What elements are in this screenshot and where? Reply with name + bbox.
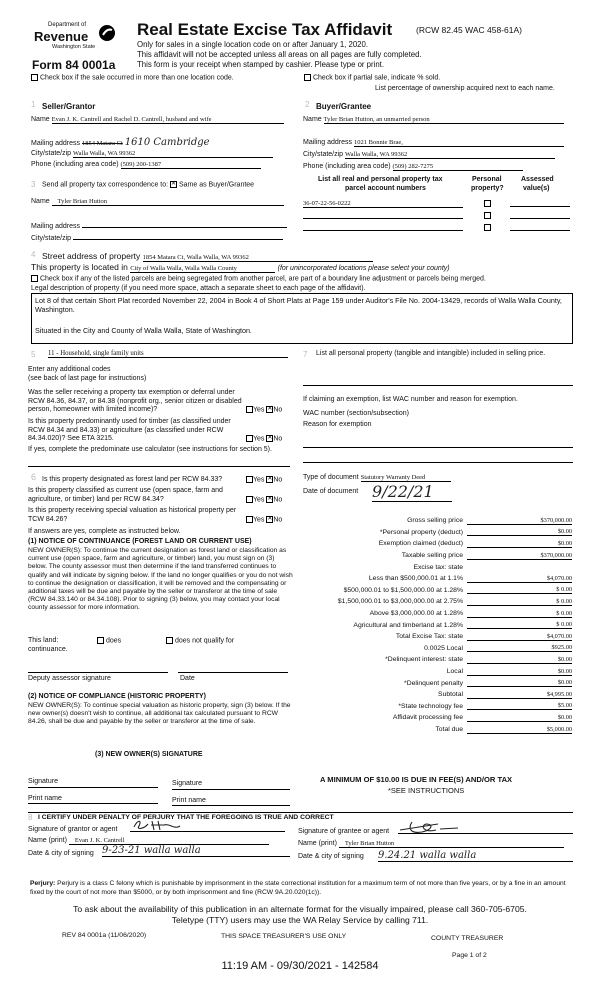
parcel-h4: property? xyxy=(471,185,504,192)
corr-city-row xyxy=(31,232,293,242)
legal-line-1: Lot 8 of that certain Short Plat recorded November 22, 2004 in Book 4 of Short Plats at Page 159 under Auditor's File No. 2004-13429, records of Walla Walla County, Washington. xyxy=(35,296,562,314)
buyer-city-label: City/state/zip xyxy=(303,151,344,158)
multi-location-checkbox[interactable] xyxy=(31,74,38,81)
accessibility-line-1: To ask about the availability of this publication in an alternate format for the visually impaired, please call 360-705-6705. xyxy=(73,904,527,914)
does-row xyxy=(97,637,121,644)
corr-city-label: City/state/zip xyxy=(31,235,72,242)
grantor-print-row xyxy=(28,837,290,845)
tax-row xyxy=(300,538,572,550)
continuance-heading: (1) NOTICE OF CONTINUANCE (FOREST LAND OR CURRENT USE) xyxy=(28,538,252,545)
s6-q1-answers xyxy=(246,476,282,483)
partial-sale-note: List percentage of ownership acquired next to each name. xyxy=(375,85,555,92)
corr-label: Send all property tax correspondence to: xyxy=(42,181,169,189)
seller-phone-label: Phone (including area code) xyxy=(31,161,119,168)
tax-row-label: Affidavit processing fee xyxy=(392,714,463,722)
section-5-num: 5 xyxy=(31,350,36,359)
section-6-num: 6 xyxy=(31,472,37,482)
segregated-row xyxy=(31,275,486,282)
deputy-sig-line[interactable] xyxy=(28,672,168,673)
compliance-text: NEW OWNER(S): To continue special valuation as historic property, sign (3) below. If the new owner(s) doesn't wish to continue, all additional tax calculated pursuant to RCW 84.26, shall be due and payable by the seller or transferor at the time of sale. xyxy=(28,702,291,726)
dept-of: Department of xyxy=(48,22,87,28)
tax-row-value[interactable]: $0.00 xyxy=(467,714,572,722)
tax-row-value[interactable]: $ 0.00 xyxy=(467,621,572,629)
s6-q3: Is this property receiving special valuation as historical property per TCW 84.26? xyxy=(28,507,237,523)
tax-row-value[interactable]: $4,070.00 xyxy=(467,575,572,583)
this-land-label: This land: xyxy=(28,637,59,644)
s5-q2-yes-label: Yes xyxy=(253,435,265,443)
does-not-row xyxy=(166,637,234,644)
owner-print-label-1: Print name xyxy=(28,795,62,802)
buyer-phone-label: Phone (including area code) xyxy=(303,163,391,170)
s5-q1-no-checkbox[interactable]: ✕ xyxy=(267,406,273,412)
codes-label-1: Enter any additional codes xyxy=(28,366,111,373)
tax-row xyxy=(300,701,572,713)
s5-rule xyxy=(28,466,290,467)
seller-mail-label: Mailing address xyxy=(31,140,81,147)
dept-state: Washington State xyxy=(52,44,96,50)
corr-city-field[interactable] xyxy=(73,232,283,240)
tax-row-value[interactable]: $4,995.00 xyxy=(467,691,572,699)
buyer-name-row xyxy=(303,116,573,124)
s5-q2-no-label: No xyxy=(273,435,283,443)
section-8-num: 8 xyxy=(28,813,33,822)
dor-logo-icon xyxy=(98,24,116,42)
corr-name-row xyxy=(31,198,293,206)
partial-sale-row xyxy=(304,74,440,81)
tax-row-label: Exemption claimed (deduct) xyxy=(378,540,463,548)
tax-row-label: Taxable selling price xyxy=(401,552,463,560)
seller-city-label: City/state/zip xyxy=(31,150,72,157)
doc-date[interactable]: 9/22/21 xyxy=(372,482,452,502)
personal-property-checkbox-1[interactable] xyxy=(484,200,491,207)
tax-row xyxy=(300,677,572,689)
tax-row xyxy=(300,585,572,597)
location-label: This property is located in xyxy=(31,262,128,272)
doc-date-label: Date of document xyxy=(303,488,359,495)
street-address[interactable]: 1854 Matara Ct, Walla Walla, WA 99362 xyxy=(143,254,373,262)
s5-q1: Was the seller receiving a property tax exemption or deferral under RCW 84.36, 84.37, or 84.38 (nonprofit org., senior citizen or disabled person, homeowner with limited income)? xyxy=(28,389,242,413)
parcel-h6: value(s) xyxy=(523,185,550,192)
s6-q2-yes-checkbox[interactable] xyxy=(246,496,253,503)
tax-row xyxy=(300,527,572,539)
page-number: Page 1 of 2 xyxy=(452,952,487,959)
seller-name-row xyxy=(31,116,293,124)
buyer-mail[interactable]: 1021 Bonnie Brae, xyxy=(354,139,564,147)
new-owner-heading: (3) NEW OWNER(S) SIGNATURE xyxy=(95,751,203,758)
see-instructions: *SEE INSTRUCTIONS xyxy=(388,786,465,795)
assessed-value-2[interactable] xyxy=(510,211,570,219)
same-as-buyer-label: Same as Buyer/Grantee xyxy=(178,181,255,189)
tax-row-label: Above $3,000,000.00 at 1.28% xyxy=(369,610,463,618)
does-qualify-checkbox[interactable] xyxy=(97,637,104,644)
s6-q2-answers xyxy=(246,496,282,503)
deputy-date-line[interactable] xyxy=(178,672,288,673)
tax-row-value[interactable]: $0.00 xyxy=(467,679,572,687)
s6-q2-yes-label: Yes xyxy=(253,496,265,504)
s6-q3-yes-label: Yes xyxy=(253,516,265,524)
seller-phone-row xyxy=(31,161,293,169)
seller-city[interactable]: Walla Walla, WA 99362 xyxy=(73,150,273,158)
tax-row-label: Total Excise Tax: state xyxy=(395,633,463,641)
tax-row xyxy=(300,689,572,701)
continuance-label: continuance. xyxy=(28,646,68,653)
tax-row xyxy=(300,654,572,666)
deputy-label: Deputy assessor signature xyxy=(28,675,111,682)
buyer-name[interactable]: Tyler Brian Hutton, an unmarried person xyxy=(324,116,564,124)
tax-row-value[interactable]: $4,070.00 xyxy=(467,633,572,641)
tax-row-label: *Personal property (deduct) xyxy=(379,528,463,536)
s6-q2-no-label: No xyxy=(273,496,283,504)
grantee-date-city-label: Date & city of signing xyxy=(298,853,364,860)
perjury-bold: Perjury: xyxy=(30,880,56,887)
s6-q1-no-label: No xyxy=(273,476,283,484)
tax-row-label: 0.0025 Local xyxy=(424,644,463,652)
s5-q2: Is this property predominantly used for timber (as classified under RCW 84.34 and 84.33) or agriculture (as classified under RCW 84.34.020)? See ETA 3215. xyxy=(28,418,231,442)
tax-row-label: *Delinquent interest: state xyxy=(385,656,463,664)
section-1-num: 1 xyxy=(31,100,36,109)
perjury-text xyxy=(30,880,572,897)
grantee-date-city[interactable]: 9.24.21 walla walla xyxy=(378,850,573,862)
s6-q1-no-checkbox[interactable]: ✕ xyxy=(267,476,273,482)
multi-location-label: Check box if the sale occurred in more than one location code. xyxy=(39,74,234,82)
recording-stamp: 11:19 AM - 09/30/2021 - 142584 xyxy=(221,960,379,972)
dept-revenue: Revenue xyxy=(34,29,89,44)
grantor-date-city-label: Date & city of signing xyxy=(28,850,94,857)
personal-property-checkbox-2[interactable] xyxy=(484,212,491,219)
certify-text: I CERTIFY UNDER PENALTY OF PERJURY THAT THE FOREGOING IS TRUE AND CORRECT xyxy=(38,814,334,821)
grantee-signature-mark xyxy=(398,820,478,836)
tax-row-label: Agricultural and timberland at 1.28% xyxy=(353,621,463,629)
wac-label: WAC number (section/subsection) xyxy=(303,410,409,417)
tax-row-value[interactable]: $5.00 xyxy=(467,702,572,710)
corr-mail-row xyxy=(31,220,293,230)
grantor-print-label: Name (print) xyxy=(28,837,67,844)
assessed-value-1[interactable] xyxy=(510,199,570,207)
owner-sig-label-1: Signature xyxy=(28,778,58,785)
s5-q1-yes-label: Yes xyxy=(253,406,265,414)
buyer-mail-row xyxy=(303,139,573,147)
tax-row-value[interactable]: $ 0.00 xyxy=(467,586,572,594)
form-title: Real Estate Excise Tax Affidavit xyxy=(137,20,393,39)
s5-q3: If yes, complete the predominate use calculator (see instructions for section 5). xyxy=(28,446,272,453)
tax-row-value[interactable]: $0.00 xyxy=(467,528,572,536)
parcel-number-3[interactable] xyxy=(303,223,463,231)
land-use-code[interactable]: 11 - Household, single family units xyxy=(48,350,288,358)
grantor-signature[interactable] xyxy=(130,818,285,832)
tax-row xyxy=(300,643,572,655)
compliance-heading: (2) NOTICE OF COMPLIANCE (HISTORIC PROPERTY) xyxy=(28,693,206,700)
assessed-value-3[interactable] xyxy=(510,223,570,231)
header-line3: This form is your receipt when stamped by cashier. Please type or print. xyxy=(137,60,385,69)
grantor-signature-mark xyxy=(130,818,210,832)
s6-q1: Is this property designated as forest land per RCW 84.33? xyxy=(42,476,223,483)
s6-q1-yes-label: Yes xyxy=(253,476,265,484)
s6-q2: Is this property classified as current use (open space, farm and agriculture, or timber) land per RCW 84.34? xyxy=(28,487,223,503)
doc-type-row xyxy=(303,474,451,482)
seller-name-label: Name xyxy=(31,116,50,123)
parcel-number-2[interactable] xyxy=(303,211,463,219)
parcel-h3: Personal xyxy=(472,176,502,183)
tax-row-value[interactable]: $925.00 xyxy=(467,644,572,652)
tax-row-label: Excise tax: state xyxy=(413,563,463,571)
tax-row xyxy=(300,619,572,631)
tax-row xyxy=(300,712,572,724)
corr-row xyxy=(42,181,254,188)
tax-row-value[interactable]: $ 0.00 xyxy=(467,598,572,606)
s5-q2-yes-checkbox[interactable] xyxy=(246,435,253,442)
tax-row xyxy=(300,550,572,562)
s5-q2-answers xyxy=(246,435,282,442)
tax-row-label: $500,000.01 to $1,500,000.00 at 1.28% xyxy=(343,586,463,594)
grantor-sig-label: Signature of grantor or agent xyxy=(28,826,118,833)
buyer-city-row xyxy=(303,151,573,159)
treasurer-space: THIS SPACE TREASURER'S USE ONLY xyxy=(221,933,347,940)
tax-row-label: *State technology fee xyxy=(398,702,463,710)
reason-label: Reason for exemption xyxy=(303,421,372,428)
seller-phone[interactable]: (509) 200-1387 xyxy=(121,161,261,169)
buyer-phone[interactable]: (509) 282-7275 xyxy=(393,163,523,171)
parcel-number[interactable]: 36-07-22-56-0222 xyxy=(303,200,463,208)
county-treasurer: COUNTY TREASURER xyxy=(431,935,504,942)
tax-row-value[interactable]: $0.00 xyxy=(467,668,572,676)
seller-city-row xyxy=(31,150,293,158)
doc-type-label: Type of document xyxy=(303,474,359,481)
owner-print-line-1[interactable] xyxy=(28,803,158,804)
grantee-print-row xyxy=(298,840,573,848)
tax-row-value[interactable]: $0.00 xyxy=(467,540,572,548)
location-select[interactable]: City of Walla Walla, Walla Walla County xyxy=(130,265,275,273)
personal-property-field[interactable] xyxy=(303,377,573,386)
corr-name[interactable]: Tyler Brian Hutton xyxy=(52,198,284,206)
grantee-sig-label: Signature of grantee or agent xyxy=(298,828,390,835)
section-2-num: 2 xyxy=(305,100,310,109)
s8-top-rule xyxy=(28,812,573,813)
tax-row-label: Gross selling price xyxy=(407,517,463,525)
owner-print-line-2[interactable] xyxy=(172,805,290,806)
tax-row xyxy=(300,596,572,608)
s6-q3-answers xyxy=(246,516,282,523)
legal-line-2: Situated in the City and County of Walla Walla, State of Washington. xyxy=(35,326,252,335)
s6-q3-no-checkbox[interactable]: ✕ xyxy=(267,516,273,522)
section-3-num: 3 xyxy=(31,180,36,189)
seller-heading: Seller/Grantor xyxy=(42,102,96,111)
form-number: Form 84 0001a xyxy=(32,58,116,72)
deputy-date-label: Date xyxy=(180,675,195,682)
tax-row-value[interactable]: $5,000.00 xyxy=(467,726,572,734)
location-row xyxy=(31,262,450,273)
personal-property-text: List all personal property (tangible and intangible) included in selling price. xyxy=(316,350,546,357)
tax-row xyxy=(300,515,572,527)
owner-sig-line-1[interactable] xyxy=(28,787,158,788)
reason-field-1[interactable] xyxy=(303,440,573,448)
legal-description-box[interactable] xyxy=(31,293,573,344)
does-not-qualify-checkbox[interactable] xyxy=(166,637,173,644)
section-7-num: 7 xyxy=(303,350,308,359)
tax-row xyxy=(300,724,572,736)
tax-row-label: Local xyxy=(446,668,463,676)
corr-name-label: Name xyxy=(31,198,50,205)
seller-mail-struck: 1854 Matara Ct xyxy=(81,140,123,147)
corr-mail-field[interactable] xyxy=(82,220,287,228)
s6-q3-no-label: No xyxy=(273,516,283,524)
segregated-label: Check box if any of the listed parcels are being segregated from another parcel, are part of a boundary line adjustment or parcels being merged. xyxy=(39,275,486,283)
seller-mail-handwritten[interactable]: 1610 Cambridge xyxy=(124,137,210,148)
tax-row-value[interactable]: $370,000.00 xyxy=(467,552,572,560)
owner-print-label-2: Print name xyxy=(172,797,206,804)
minimum-due: A MINIMUM OF $10.00 IS DUE IN FEE(S) AND/OR TAX xyxy=(320,775,513,784)
same-as-buyer-checkbox[interactable]: ✕ xyxy=(171,181,177,187)
tax-row xyxy=(300,608,572,620)
grantee-print-label: Name (print) xyxy=(298,840,337,847)
parcel-h5: Assessed xyxy=(521,176,554,183)
exemption-text: If claiming an exemption, list WAC number and reason for exemption. xyxy=(303,396,518,403)
s5-q1-no-label: No xyxy=(273,406,283,414)
grantor-print-name[interactable]: Evan J. K. Cantrell xyxy=(69,837,269,845)
parcel-h2: parcel account numbers xyxy=(345,185,426,192)
segregated-checkbox[interactable] xyxy=(31,275,38,282)
tax-row xyxy=(300,666,572,678)
s6-note: If answers are yes, complete as instructed below. xyxy=(28,528,181,535)
tax-row-label: Total due xyxy=(435,726,463,734)
buyer-mail-label: Mailing address xyxy=(303,139,353,146)
s6-q2-no-checkbox[interactable]: ✕ xyxy=(267,496,273,502)
partial-sale-checkbox[interactable] xyxy=(304,74,311,81)
header-line1: Only for sales in a single location code on or after January 1, 2020. xyxy=(137,40,369,49)
grantee-signature[interactable] xyxy=(398,820,573,834)
tax-row xyxy=(300,561,572,573)
tax-row xyxy=(300,631,572,643)
does-label: does xyxy=(105,637,122,645)
tax-row-label: *Delinquent penalty xyxy=(404,679,463,687)
does-not-label: does not qualify for xyxy=(174,637,235,645)
grantee-print-name[interactable]: Tyler Brian Hutton xyxy=(339,840,564,848)
owner-sig-label-2: Signature xyxy=(172,780,202,787)
seller-name[interactable]: Evan J. K. Cantrell and Rachel D. Cantrell, husband and wife xyxy=(52,116,284,124)
grantor-date-city[interactable]: 9-23-21 walla walla xyxy=(102,845,290,857)
rev-number: REV 84 0001a (11/06/2020) xyxy=(62,932,147,939)
street-label: Street address of property xyxy=(42,251,141,261)
tax-row-value[interactable]: $ 0.00 xyxy=(467,610,572,618)
dor-logo xyxy=(30,22,118,56)
multi-location-row xyxy=(31,74,234,81)
tax-row-value[interactable]: $370,000.00 xyxy=(467,517,572,525)
owner-sig-line-2[interactable] xyxy=(172,789,290,790)
tax-row-label: Less than $500,000.01 at 1.1% xyxy=(368,575,463,583)
reason-field-2[interactable] xyxy=(303,455,573,463)
doc-type[interactable]: Statutory Warranty Deed xyxy=(361,474,451,482)
codes-label-2: (see back of last page for instructions) xyxy=(28,375,147,382)
s5-q1-answers xyxy=(246,406,282,413)
s6-q3-yes-checkbox[interactable] xyxy=(246,516,253,523)
buyer-phone-row xyxy=(303,163,573,171)
tax-row xyxy=(300,573,572,585)
parcel-h1: List all real and personal property tax xyxy=(318,176,443,183)
tax-row-value[interactable]: $0.00 xyxy=(467,656,572,664)
buyer-city[interactable]: Walla Walla, WA 99362 xyxy=(345,151,555,159)
s5-q1-yes-checkbox[interactable] xyxy=(246,406,253,413)
header-line2: This affidavit will not be accepted unless all areas on all pages are fully completed. xyxy=(137,50,422,59)
s6-q1-yes-checkbox[interactable] xyxy=(246,476,253,483)
perjury-body: Perjury is a class C felony which is punishable by imprisonment in the state correctional institution for a maximum term of not more than five years, or by a fine in an amount fixed by the court of not more than $5000, or by both imprisonment and fine (RCW 9A.20.020(1c)). xyxy=(30,880,566,896)
tax-row-label: Subtotal xyxy=(438,691,463,699)
form-ref: (RCW 82.45 WAC 458-61A) xyxy=(416,25,522,35)
legal-label: Legal description of property (if you need more space, attach a separate sheet to each page of the affidavit). xyxy=(31,285,366,292)
s5-q2-no-checkbox[interactable]: ✕ xyxy=(267,435,273,441)
tax-row-label: $1,500,000.01 to $3,000,000.00 at 2.75% xyxy=(337,598,463,606)
buyer-name-label: Name xyxy=(303,116,322,123)
section-4-num: 4 xyxy=(31,250,36,259)
personal-property-checkbox-3[interactable] xyxy=(484,224,491,231)
accessibility-line-2: Teletype (TTY) users may use the WA Relay Service by calling 711. xyxy=(171,915,429,925)
partial-sale-label: Check box if partial sale, indicate % sold. xyxy=(312,74,441,82)
location-note: (for unincorporated locations please select your county) xyxy=(277,265,450,272)
seller-mail-row xyxy=(31,137,293,148)
buyer-heading: Buyer/Grantee xyxy=(316,102,372,111)
corr-mail-label: Mailing address xyxy=(31,223,81,230)
street-row xyxy=(42,251,373,262)
continuance-text: NEW OWNER(S): To continue the current designation as forest land or classification as current use (open space, farm and agriculture, or timber) land, you must sign on (3) below. The county assessor must then determine if the land transferred continues to qualify and will indicate by signing below. If the land no longer qualifies or you do not wish to continue the designation or classification, it will be removed and the compensating or additional taxes will be due and payable by the seller or transferor at the time of sale (RCW 84.33.140 or 84.34.108). Prior to signing (3) below, you may contact your local county assessor for more information. xyxy=(28,547,293,612)
